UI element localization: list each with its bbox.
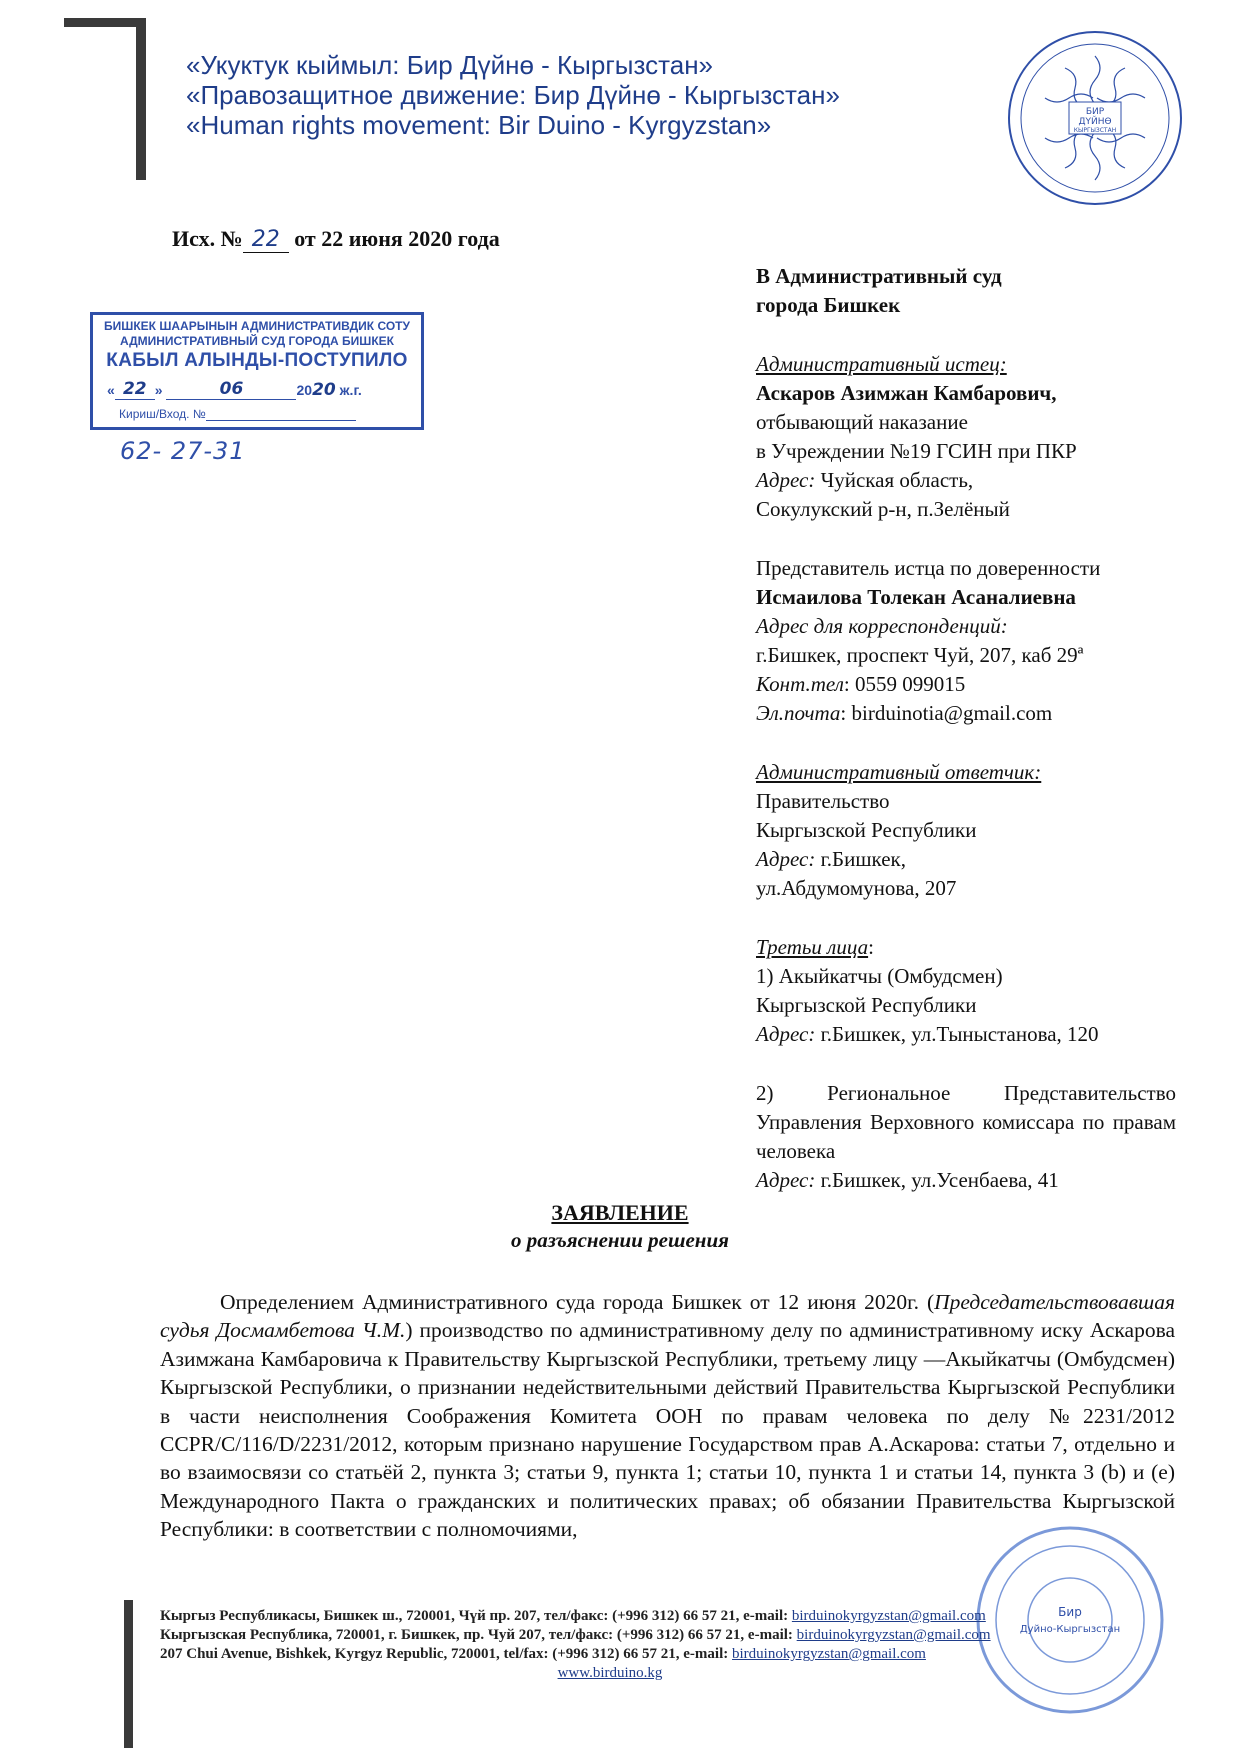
defendant-address-2: ул.Абдумомунова, 207 (756, 876, 957, 900)
outgoing-number (172, 226, 500, 253)
defendant-line-2: Кыргызской Республики (756, 818, 977, 842)
letterhead-kyrgyz: «Укуктук кыймыл: Бир Дүйнө - Кыргызстан» (186, 50, 714, 80)
phone-label: Конт.тел (756, 672, 844, 696)
addressee-block (756, 262, 1176, 1195)
email-value: : birduinotia@gmail.com (840, 701, 1053, 725)
defendant-address-label: Адрес: (756, 847, 816, 871)
letterhead-english: «Human rights movement: Bir Duino - Kyrgyzstan» (186, 110, 772, 140)
third-parties-label: Третьи лица (756, 935, 869, 959)
document-subtitle: о разъяснении решения (511, 1228, 729, 1252)
representative-phone (756, 670, 1176, 699)
corner-bar-horizontal (64, 18, 144, 27)
third-party-2-address-label: Адрес: (756, 1168, 816, 1192)
footer-website-row (160, 1664, 1060, 1683)
court-line-1: В Административный суд (756, 264, 1002, 288)
document-title: ЗАЯВЛЕНИЕ (551, 1200, 689, 1225)
plaintiff-address-1 (756, 466, 1176, 495)
footer-website-link[interactable]: www.birduino.kg (557, 1665, 663, 1681)
stamp-entry-row (119, 407, 356, 421)
representative-label: Представитель истца по доверенности (756, 556, 1101, 580)
outgoing-date: от 22 июня 2020 года (288, 226, 500, 251)
document-body (160, 1288, 1175, 1544)
plaintiff-label: Административный истец: (756, 352, 1007, 376)
third-parties-heading (756, 933, 1176, 962)
footer-bar (124, 1600, 133, 1748)
stamp-date-row: « 22 » 06 2020 ж.г. (107, 379, 362, 400)
third-party-1-address-value: г.Бишкек, ул.Тыныстанова, 120 (815, 1022, 1099, 1046)
stamp-entry-label: Кириш/Вход. № (119, 407, 206, 421)
third-party-1-line-2: Кыргызской Республики (756, 993, 977, 1017)
footer-email-link-3[interactable]: birduinokyrgyzstan@gmail.com (732, 1646, 926, 1662)
third-party-1-address-label: Адрес: (756, 1022, 816, 1046)
plaintiff-status-1: отбывающий наказание (756, 410, 968, 434)
representative-address-label: Адрес для корреспонденций: (756, 614, 1008, 638)
third-party-1-address (756, 1020, 1176, 1049)
court-line-2: города Бишкек (756, 293, 901, 317)
stamp-year: 20 (312, 380, 336, 400)
plaintiff-name: Аскаров Азимжан Камбарович, (756, 381, 1057, 405)
stamp-year-label: ж.г. (339, 382, 362, 398)
third-party-2-name: 2) Региональное Представительство Управления Верховного комиссара по правам человека (756, 1081, 1176, 1163)
footer-email-link-1[interactable]: birduinokyrgyzstan@gmail.com (791, 1608, 986, 1624)
third-party-2-address (756, 1166, 1176, 1195)
defendant-address-value: г.Бишкек, (815, 847, 906, 871)
representative-name: Исмаилова Толекан Асаналиевна (756, 585, 1076, 609)
seal-text-top: БИР (1085, 107, 1105, 117)
third-parties-colon: : (868, 935, 874, 959)
plaintiff-status-2: в Учреждении №19 ГСИН при ПКР (756, 439, 1077, 463)
letterhead (186, 50, 840, 140)
footer-line-kyrgyz (160, 1607, 1060, 1626)
body-judge: Председательствовавшая судья Досмамбетова Ч.М. (160, 1290, 1175, 1343)
representative-address: г.Бишкек, проспект Чуй, 207, каб 29ª (756, 643, 1084, 667)
footer-line-english-text: 207 Chui Avenue, Bishkek, Kyrgyz Republic, 720001, tel/fax: (+996 312) 66 57 21, e-mail: (160, 1646, 733, 1662)
seal-bottom-line-1: Бир (1058, 1605, 1082, 1619)
stamp-day: 22 (122, 379, 147, 399)
stamp-received: КАБЫЛ АЛЫНДЫ-ПОСТУПИЛО (106, 350, 408, 371)
phone-value: : 0559 099015 (843, 672, 966, 696)
outgoing-handwritten-number: 22 (243, 227, 289, 253)
body-part-1: Определением Административного суда города Бишкек от 12 июня 2020г. ( (220, 1290, 935, 1314)
defendant-address-1 (756, 845, 1176, 874)
body-part-2: ) производство по административному делу по административному иску Аскарова Азимжана Камбаровича к Правительству Кыргызской Республики, третьему лицу —Акыйкатчы (Омбудсмен) Кыргызской Республики, о признании недействительными действий Правительства Кыргызской Республики в части неисполнения Соображения Комитета ООН по правам человека по делу №2231/2012 CCPR/C/116/D/2231/2012, которым признано нарушение Государством прав А.Аскарова: статьи 7, отдельно и во взаимосвязи со статьёй 2, пункта 3; статьи 9, пункта 1; статьи 10, пункта 1 и статьи 14, пункта 3 (b) и (e) Международного Пакта о гражданских и политических правах; об обязании Правительства Кыргызской Республики: в соответствии с полномочиями, (160, 1318, 1176, 1542)
footer-line-kyrgyz-text: Кыргыз Республикасы, Бишкек ш., 720001, Чүй пр. 207, тел/факс: (+996 312) 66 57 21, e-mail: (160, 1608, 792, 1624)
stamp-line-russian: АДМИНИСТРАТИВНЫЙ СУД ГОРОДА БИШКЕК (119, 334, 395, 348)
outgoing-prefix: Исх. № (172, 226, 243, 251)
stamp-line-kyrgyz: БИШКЕК ШААРЫНЫН АДМИНИСТРАТИВДИК СОТУ (104, 319, 410, 333)
seal-bottom-line-2: Дуйно-Кыргызстан (1019, 1624, 1121, 1635)
handwritten-registration-number: 62- 27-31 (120, 437, 246, 465)
email-label: Эл.почта (756, 701, 841, 725)
representative-email (756, 699, 1176, 728)
seal-text-middle: ДҮЙНӨ (1078, 117, 1112, 127)
corner-bar-vertical (136, 18, 146, 180)
plaintiff-address-label: Адрес: (756, 468, 816, 492)
organization-seal-icon (1005, 28, 1185, 208)
stamp-month: 06 (219, 379, 244, 399)
third-party-2-address-value: г.Бишкек, ул.Усенбаева, 41 (815, 1168, 1059, 1192)
plaintiff-address-2: Сокулукский р-н, п.Зелёный (756, 497, 1010, 521)
footer-email-link-2[interactable]: birduinokyrgyzstan@gmail.com (796, 1627, 991, 1643)
footer (160, 1607, 1060, 1683)
third-party-1-line-1: 1) Акыйкатчы (Омбудсмен) (756, 964, 1003, 988)
footer-line-english (160, 1645, 1060, 1664)
seal-text-bottom: КЫРГЫЗСТАН (1073, 127, 1117, 134)
court-received-stamp (90, 312, 424, 430)
footer-line-russian (160, 1626, 1060, 1645)
letterhead-russian: «Правозащитное движение: Бир Дүйнө - Кыргызстан» (186, 80, 840, 110)
defendant-line-1: Правительство (756, 789, 890, 813)
footer-line-russian-text: Кыргызская Республика, 720001, г. Бишкек, пр. Чуй 207, тел/факс: (+996 312) 66 57 21, e-mail: (160, 1627, 797, 1643)
stamp-year-prefix: 20 (296, 382, 313, 398)
defendant-label: Административный ответчик: (756, 760, 1042, 784)
plaintiff-address-value: Чуйская область, (815, 468, 974, 492)
